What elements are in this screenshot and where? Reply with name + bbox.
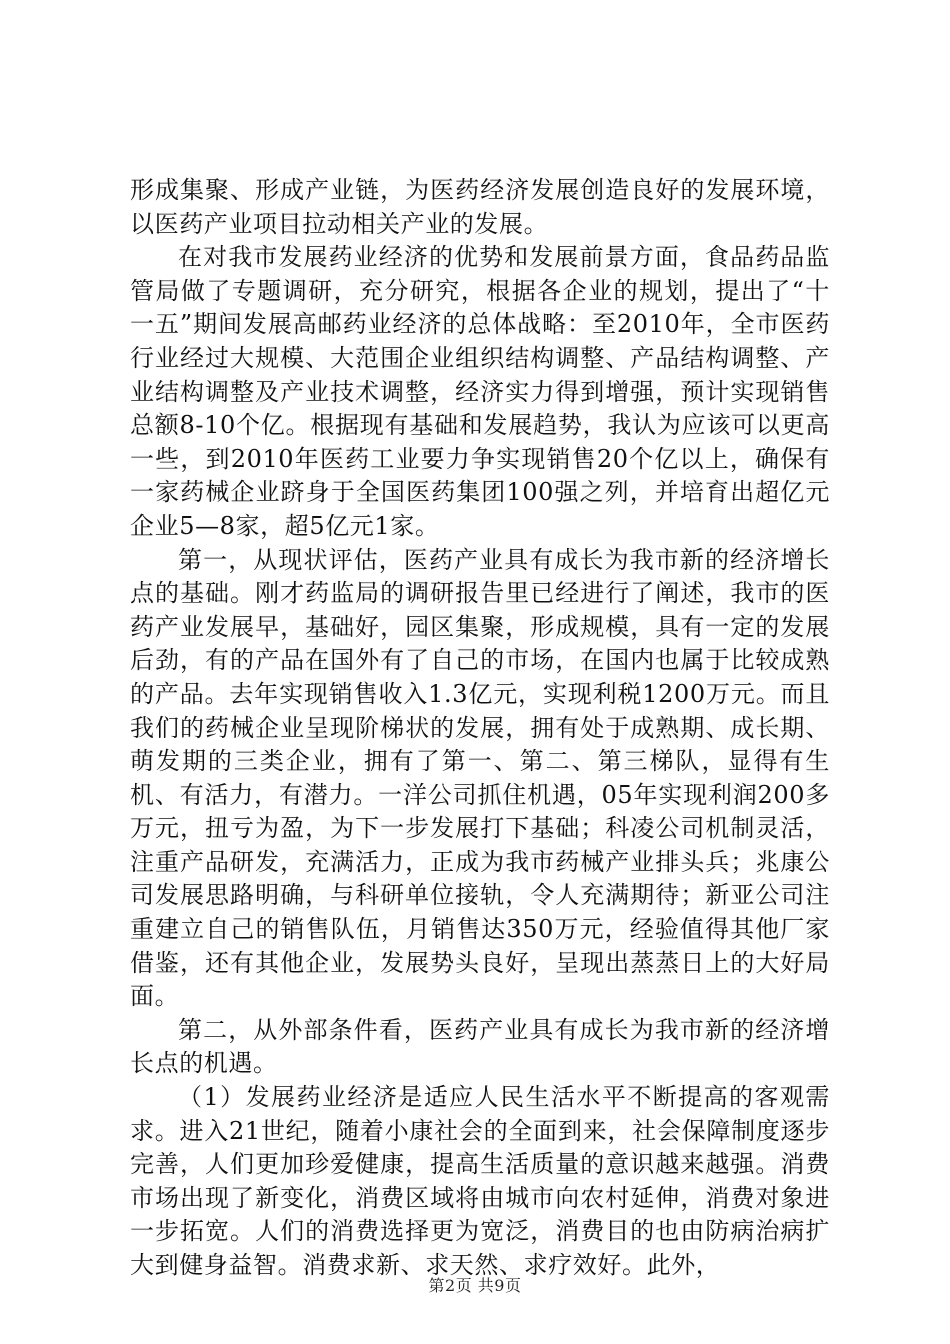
paragraph-5: （1）发展药业经济是适应人民生活水平不断提高的客观需求。进入21世纪，随着小康社会的全面到来，社会保障制度逐步完善，人们更加珍爱健康，提高生活质量的意识越来越强。消费市场出现了新变化，消费区域将由城市向农村延伸，消费对象进一步拓宽。人们的消费选择更为宽泛，消费目的也由防病治病扩大到健身益智。消费求新、求天然、求疗效好。此外，	[130, 1083, 830, 1279]
paragraph-2: 在对我市发展药业经济的优势和发展前景方面，食品药品监管局做了专题调研，充分研究，根据各企业的规划，提出了“十一五”期间发展高邮药业经济的总体战略：至2010年，全市医药行业经过大规模、大范围企业组织结构调整、产品结构调整、产业结构调整及产业技术调整，经济实力得到增强，预计实现销售总额8-10个亿。根据现有基础和发展趋势，我认为应该可以更高一些，到2010年医药工业要力争实现销售20个亿以上，确保有一家药械企业跻身于全国医药集团100强之列，并培育出超亿元企业5—8家，超5亿元1家。	[130, 243, 830, 540]
paragraph-3: 第一，从现状评估，医药产业具有成长为我市新的经济增长点的基础。刚才药监局的调研报告里已经进行了阐述，我市的医药产业发展早，基础好，园区集聚，形成规模，具有一定的发展后劲，有的产品在国外有了自己的市场，在国内也属于比较成熟的产品。去年实现销售收入1.3亿元，实现利税1200万元。而且我们的药械企业呈现阶梯状的发展，拥有处于成熟期、成长期、萌发期的三类企业，拥有了第一、第二、第三梯队，显得有生机、有活力，有潜力。一洋公司抓住机遇，05年实现利润200多万元，扭亏为盈，为下一步发展打下基础；科凌公司机制灵活，注重产品研发，充满活力，正成为我市药械产业排头兵；兆康公司发展思路明确，与科研单位接轨，令人充满期待；新亚公司注重建立自己的销售队伍，月销售达350万元，经验值得其他厂家借鉴，还有其他企业，发展势头良好，呈现出蒸蒸日上的大好局面。	[130, 545, 830, 1011]
document-body	[130, 174, 830, 1283]
paragraph-1: 形成集聚、形成产业链，为医药经济发展创造良好的发展环境，以医药产业项目拉动相关产业的发展。	[130, 176, 830, 238]
page-footer: 第2页 共9页	[428, 1276, 522, 1295]
paragraph-4: 第二，从外部条件看，医药产业具有成长为我市新的经济增长点的机遇。	[130, 1015, 830, 1078]
